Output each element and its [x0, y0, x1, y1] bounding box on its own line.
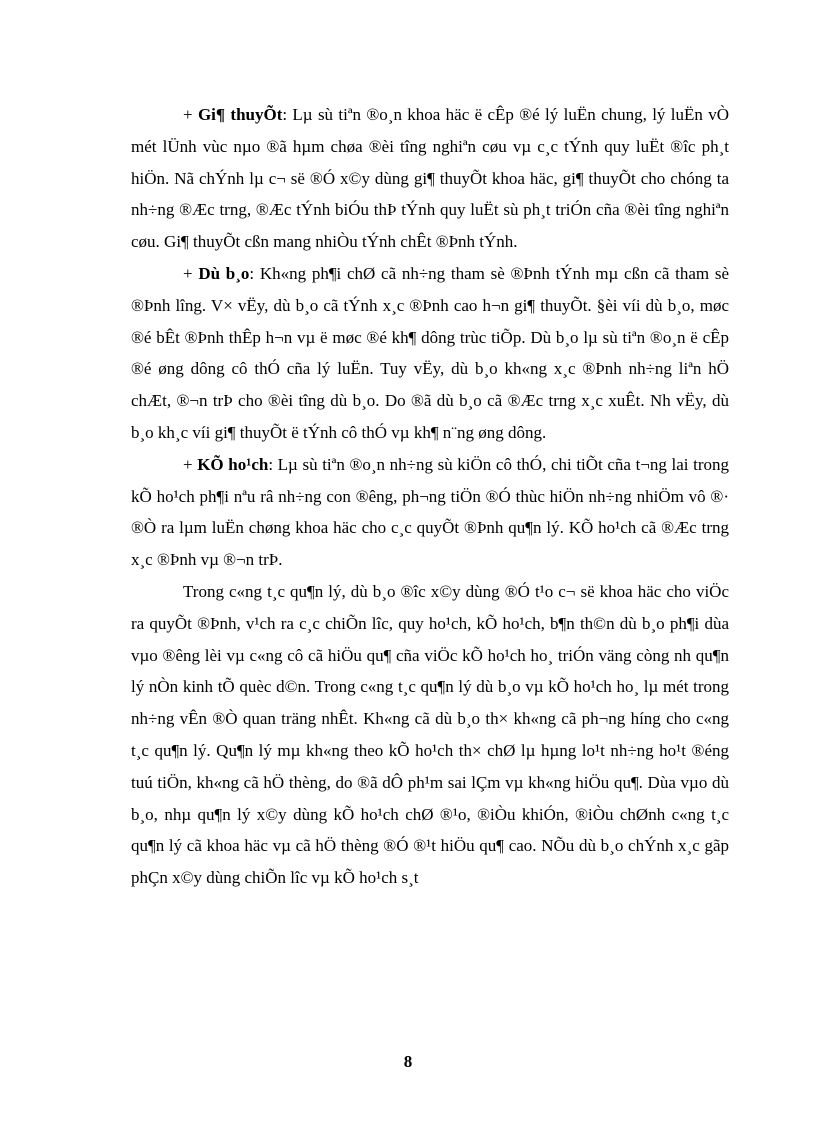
paragraph-forecast	[131, 258, 729, 449]
paragraph-plan	[131, 449, 729, 576]
paragraph-text: : Kh«ng ph¶i chØ cã nh÷ng tham sè ®Þnh tÝnh mµ cßn cã tham sè ®Þnh lîng. V× vËy, dù b¸o cã tÝnh x¸c ®Þnh cao h¬n gi¶ thuyÕt. §èi víi dù b¸o, møc ®é bÊt ®Þnh thÊp h¬n vµ ë møc ®é kh¶ dông trùc tiÕp. Dù b¸o lµ sù tiªn ®o¸n ë cÊp ®é øng dông cô thÓ cña lý luËn. Tuy vËy, dù b¸o kh«ng x¸c ®Þnh nh÷ng liªn hÖ chÆt, ®¬n trÞ cho ®èi tîng dù b¸o. Do ®ã dù b¸o cã ®Æc trng x¸c xuÊt. Nh vËy, dù b¸o kh¸c víi gi¶ thuyÕt ë tÝnh cô thÓ vµ kh¶ n¨ng øng dông.	[131, 263, 729, 442]
paragraph-hypothesis	[131, 99, 729, 258]
term-plan: KÕ ho¹ch	[197, 454, 269, 474]
paragraph-prefix: +	[183, 454, 198, 474]
document-body	[131, 99, 729, 894]
paragraph-text: : Lµ sù tiªn ®o¸n khoa häc ë cÊp ®é lý luËn chung, lý luËn vÒ mét lÜnh vùc nµo ®ã hµm chøa ®èi tîng nghiªn cøu vµ c¸c tÝnh quy luËt ®îc ph¸t hiÖn. Nã chÝnh lµ c¬ së ®Ó x©y dùng gi¶ thuyÕt khoa häc, gi¶ thuyÕt cho chóng ta nh÷ng ®Æc trng, ®Æc tÝnh biÓu thÞ tÝnh quy luËt sù ph¸t triÓn cña ®èi tîng nghiªn cøu. Gi¶ thuyÕt cßn mang nhiÒu tÝnh chÊt ®Þnh tÝnh.	[131, 105, 729, 252]
paragraph-management	[131, 576, 729, 894]
term-forecast: Dù b¸o	[198, 263, 250, 283]
paragraph-prefix: +	[183, 263, 199, 283]
paragraph-text: Trong c«ng t¸c qu¶n lý, dù b¸o ®îc x©y dùng ®Ó t¹o c¬ së khoa häc cho viÖc ra quyÕt ®Þnh, v¹ch ra c¸c chiÕn lîc, quy ho¹ch, kÕ ho¹ch, b¶n th©n dù b¸o ph¶i dùa vµo ®êng lèi vµ c«ng cô cã hiÖu qu¶ cña viÖc kÕ ho¹ch ho¸ triÓn väng còng nh qu¶n lý nÒn kinh tÕ quèc d©n. Trong c«ng t¸c qu¶n lý dù b¸o vµ kÕ ho¹ch ho¸ lµ mét trong nh÷ng vÊn ®Ò quan träng nhÊt. Kh«ng cã dù b¸o th× kh«ng cã ph¬ng híng cho c«ng t¸c qu¶n lý. Qu¶n lý mµ kh«ng theo kÕ ho¹ch th× chØ lµ hµng lo¹t nh÷ng ho¹t ®éng tuú tiÖn, kh«ng cã hÖ thèng, do ®ã dÔ ph¹m sai lÇm vµ kh«ng hiÖu qu¶. Dùa vµo dù b¸o, nhµ qu¶n lý x©y dùng kÕ ho¹ch chØ ®¹o, ®iÒu khiÓn, ®iÒu chØnh c«ng t¸c qu¶n lý cã khoa häc vµ cã hÖ thèng ®Ó ®¹t hiÖu qu¶ cao. NÕu dù b¸o chÝnh x¸c gãp phÇn x©y dùng chiÕn lîc vµ kÕ ho¹ch s¸t	[131, 581, 729, 888]
paragraph-text: : Lµ sù tiªn ®o¸n nh÷ng sù kiÖn cô thÓ, chi tiÕt cña t¬ng lai trong kÕ ho¹ch ph¶i nªu râ nh÷ng con ®êng, ph¬ng tiÖn ®Ó thùc hiÖn nh÷ng nhiÖm vô ®· ®Ò ra lµm luËn chøng khoa häc cho c¸c quyÕt ®Þnh qu¶n lý. KÕ ho¹ch cã ®Æc trng x¸c ®Þnh vµ ®¬n trÞ.	[131, 454, 730, 570]
paragraph-prefix: +	[183, 105, 198, 124]
page-number: 8	[403, 1052, 413, 1071]
term-hypothesis: Gi¶ thuyÕt	[197, 105, 283, 124]
